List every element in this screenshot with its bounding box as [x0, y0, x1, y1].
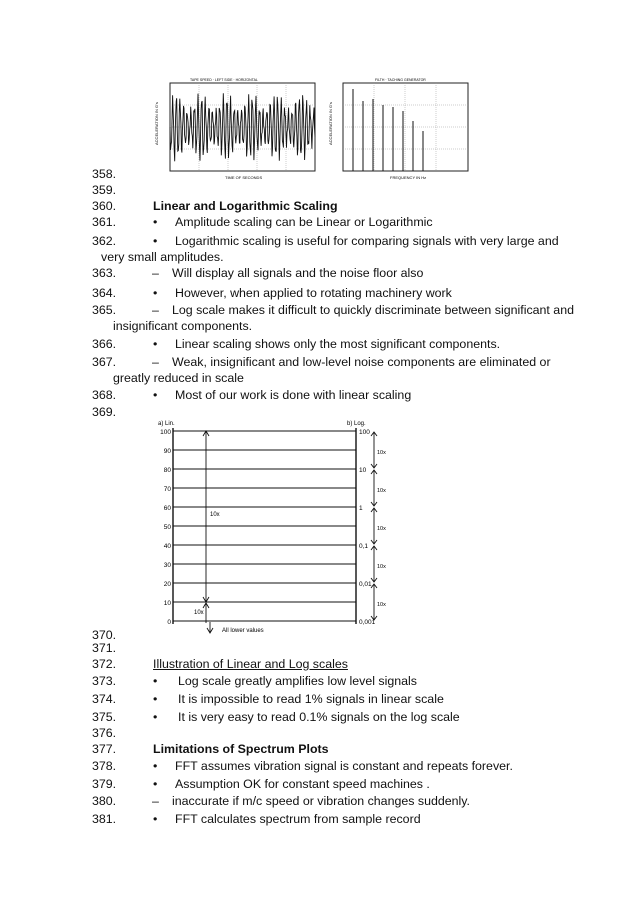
line-text: Log scale greatly amplifies low level signals	[178, 674, 417, 688]
dash-marker: –	[152, 266, 159, 280]
line-continuation: greatly reduced in scale	[113, 371, 244, 385]
lin-tick: 10	[163, 600, 171, 607]
small-10x-arrow	[203, 603, 209, 623]
line-number: 358.	[92, 167, 117, 181]
bullet-marker: •	[153, 215, 158, 229]
line-number: 376.	[92, 726, 117, 740]
section-heading: Limitations of Spectrum Plots	[153, 742, 329, 756]
log-span-label: 10x	[377, 526, 386, 532]
bullet-marker: •	[153, 692, 158, 706]
line-number: 367.	[92, 355, 117, 369]
line-number: 371.	[92, 641, 117, 655]
line-number: 369.	[92, 405, 117, 419]
left-panel-ylabel: ACCELERATION IN G's	[154, 102, 159, 145]
line-number: 373.	[92, 674, 117, 688]
lin-tick: 100	[160, 429, 171, 436]
line-number: 362.	[92, 234, 117, 248]
lin-span-arrow	[203, 431, 209, 602]
lin-tick: 90	[163, 448, 171, 455]
log-span-label: 10x	[377, 488, 386, 494]
line-text: Will display all signals and the noise floor also	[172, 266, 424, 280]
spectrum-panel	[328, 78, 468, 180]
line-number: 366.	[92, 337, 117, 351]
line-number: 375.	[92, 710, 117, 724]
bullet-marker: •	[153, 777, 158, 791]
dash-marker: –	[152, 355, 159, 369]
line-number: 363.	[92, 266, 117, 280]
log-tick: 1	[359, 505, 363, 512]
line-text: Log scale makes it difficult to quickly discriminate between significant and	[172, 303, 574, 317]
line-number: 379.	[92, 777, 117, 791]
line-number: 364.	[92, 286, 117, 300]
right-panel-xlabel: FREQUENCY IN Hz	[390, 175, 427, 180]
line-text: Linear scaling shows only the most significant components.	[175, 337, 501, 351]
log-tick: 0,1	[359, 543, 369, 550]
waveform-spectrum-image	[150, 75, 475, 185]
line-number: 374.	[92, 692, 117, 706]
small-10x-label: 10x	[194, 610, 204, 616]
line-number: 372.	[92, 657, 117, 671]
line-text: Logarithmic scaling is useful for comparing signals with very large and	[175, 234, 559, 248]
line-text: It is impossible to read 1% signals in linear scale	[178, 692, 444, 706]
line-text: However, when applied to rotating machinery work	[175, 286, 452, 300]
lower-values-arrow	[207, 622, 213, 633]
line-text: Amplitude scaling can be Linear or Logarithmic	[175, 215, 433, 229]
line-continuation: insignificant components.	[113, 319, 253, 333]
figure-lin-log-scales	[140, 414, 390, 636]
section-heading: Linear and Logarithmic Scaling	[153, 199, 338, 213]
time-waveform-panel	[154, 78, 315, 180]
log-tick: 10	[359, 467, 367, 474]
lower-values-label: All lower values	[222, 628, 264, 634]
left-panel-xlabel: TIME OF SECONDS	[225, 175, 263, 180]
lin-tick: 70	[163, 486, 171, 493]
lin-tick: 40	[163, 543, 171, 550]
right-panel-header: FILTH · TACHING GENERATOR	[375, 78, 426, 82]
line-number: 359.	[92, 183, 117, 197]
bullet-marker: •	[153, 759, 158, 773]
lin-tick: 60	[163, 505, 171, 512]
line-number: 380.	[92, 794, 117, 808]
line-text: It is very easy to read 0.1% signals on the log scale	[178, 710, 460, 724]
bullet-marker: •	[153, 388, 158, 402]
line-number: 361.	[92, 215, 117, 229]
line-text: FFT calculates spectrum from sample record	[175, 812, 421, 826]
log-span-label: 10x	[377, 450, 386, 456]
log-span-label: 10x	[377, 602, 386, 608]
figure-waveform-spectrum	[150, 75, 475, 185]
lin-tick: 20	[163, 581, 171, 588]
bullet-marker: •	[153, 812, 158, 826]
left-panel-header: TAPE SPEED · LEFT SIDE · HORIZONTAL	[190, 78, 258, 82]
label-lin: a) Lin.	[158, 421, 175, 427]
figure-caption: Illustration of Linear and Log scales	[153, 657, 348, 671]
bullet-marker: •	[153, 234, 158, 248]
line-number: 368.	[92, 388, 117, 402]
lin-log-diagram	[140, 414, 390, 636]
lin-tick: 0	[167, 619, 171, 626]
right-panel-ylabel: ACCELERATION IN G's	[328, 102, 333, 145]
line-number: 378.	[92, 759, 117, 773]
bullet-marker: •	[153, 337, 158, 351]
line-number: 377.	[92, 742, 117, 756]
line-text: Weak, insignificant and low-level noise components are eliminated or	[172, 355, 551, 369]
lin-tick: 30	[163, 562, 171, 569]
bullet-marker: •	[153, 674, 158, 688]
log-tick: 100	[359, 429, 370, 436]
bullet-marker: •	[153, 286, 158, 300]
label-log: b) Log.	[347, 421, 366, 427]
line-text: inaccurate if m/c speed or vibration changes suddenly.	[172, 794, 470, 808]
line-text: Assumption OK for constant speed machines .	[175, 777, 430, 791]
line-number: 365.	[92, 303, 117, 317]
line-text: FFT assumes vibration signal is constant and repeats forever.	[175, 759, 513, 773]
lin-tick: 80	[163, 467, 171, 474]
log-tick: 0,001	[359, 619, 376, 626]
line-text: Most of our work is done with linear scaling	[175, 388, 412, 402]
lin-tick: 50	[163, 524, 171, 531]
line-number: 360.	[92, 199, 117, 213]
lin-span-label: 10x	[210, 512, 220, 518]
bullet-marker: •	[153, 710, 158, 724]
dash-marker: –	[152, 303, 159, 317]
log-tick: 0,01	[359, 581, 372, 588]
dash-marker: –	[152, 794, 159, 808]
line-continuation: very small amplitudes.	[101, 250, 224, 264]
line-number: 381.	[92, 812, 117, 826]
line-number: 370.	[92, 628, 117, 642]
log-span-label: 10x	[377, 564, 386, 570]
